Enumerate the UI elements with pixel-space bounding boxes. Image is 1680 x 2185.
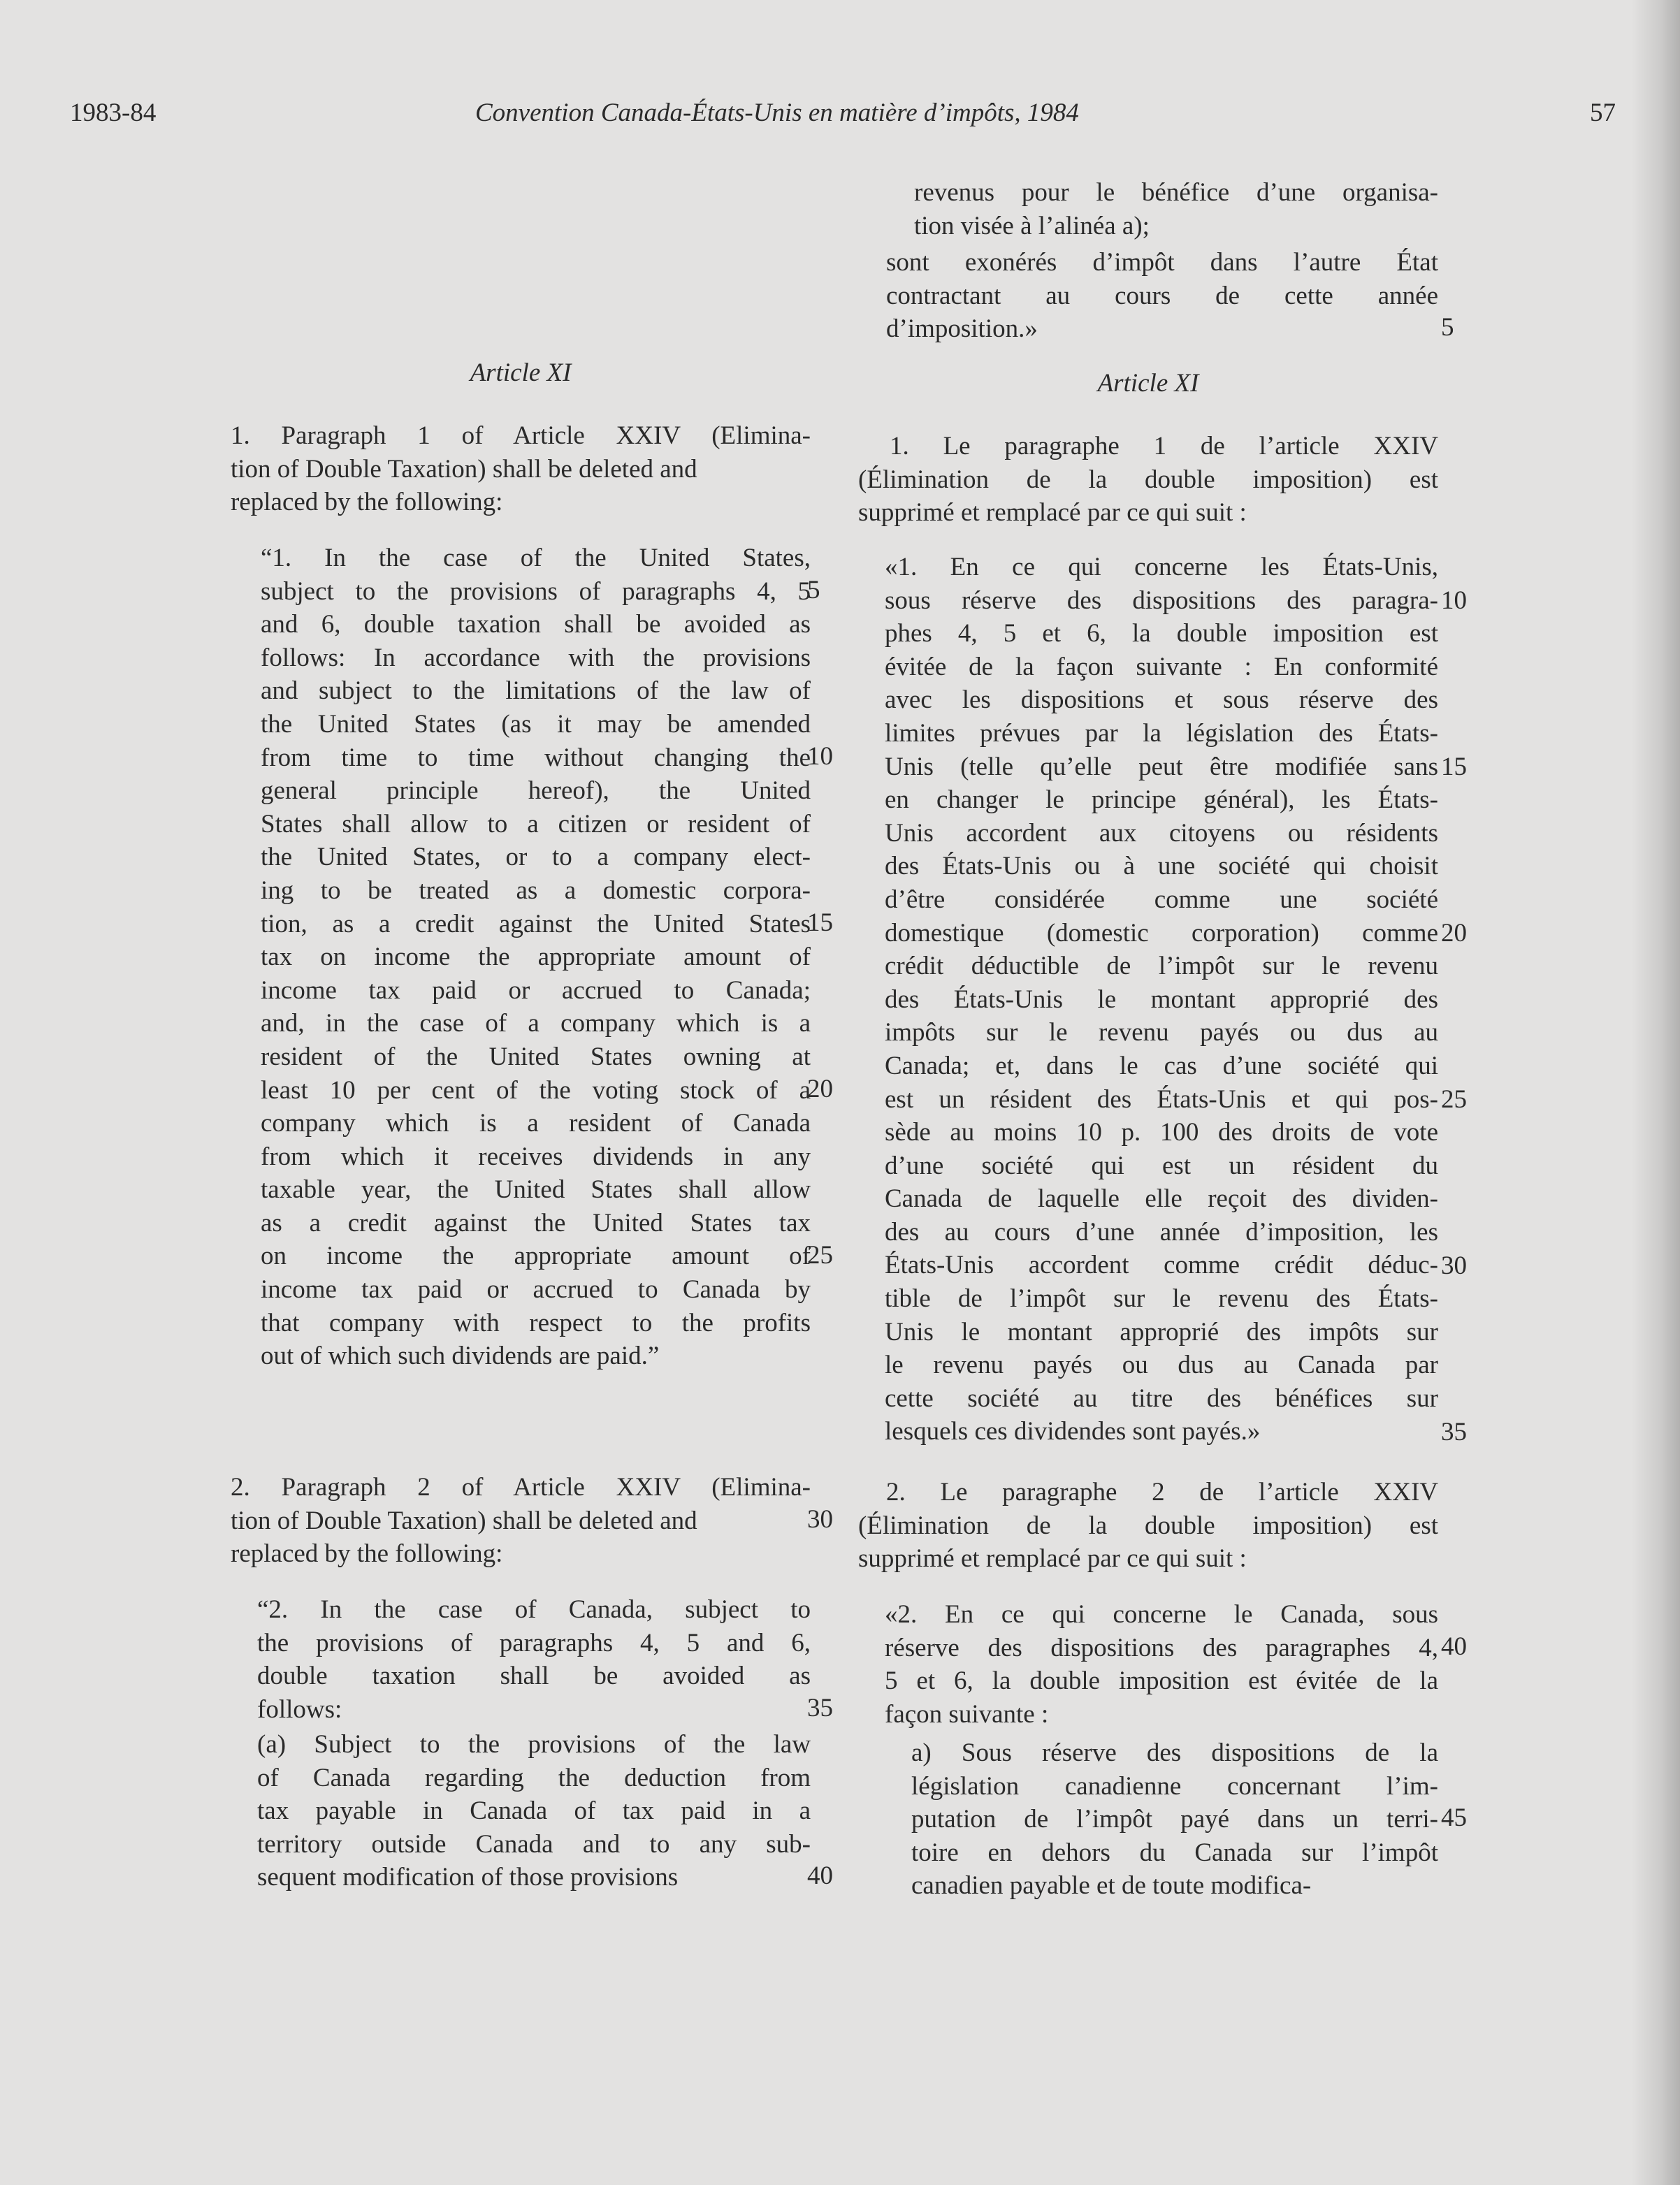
text-line: impôts sur le revenu payés ou dus au — [885, 1018, 1438, 1047]
en-paragraph-2-quote — [257, 1593, 811, 1726]
article-title-en: Article XI — [470, 358, 572, 387]
running-title: Convention Canada-États-Unis en matière d’impôts, 1984 — [475, 99, 1079, 127]
line-number: 25 — [807, 1241, 833, 1270]
text-line: 1. Paragraph 1 of Article XXIV (Elimina- — [231, 421, 811, 450]
text-line: tax payable in Canada of tax paid in a — [257, 1796, 811, 1826]
text-line: sont exonérés d’impôt dans l’autre État — [886, 248, 1438, 277]
text-line: 5 et 6, la double imposition est évitée de la — [885, 1667, 1438, 1696]
fr-paragraph-1-quote — [885, 551, 1438, 1449]
fr-continuation-b — [886, 246, 1438, 346]
text-line: replaced by the following: — [231, 488, 503, 517]
text-line: tion, as a credit against the United States — [261, 909, 811, 938]
fr-subparagraph-a — [911, 1736, 1438, 1903]
fr-paragraph-1-intro — [858, 430, 1438, 530]
text-line: sède au moins 10 p. 100 des droits de vote — [885, 1118, 1438, 1147]
text-line: States shall allow to a citizen or resident of — [261, 809, 811, 839]
fr-continuation-a — [914, 176, 1438, 242]
text-line: crédit déductible de l’impôt sur le revenu — [885, 952, 1438, 981]
text-line: des États-Unis ou à une société qui choisit — [885, 852, 1438, 881]
text-line: as a credit against the United States tax — [261, 1208, 811, 1237]
text-line: «1. En ce qui concerne les États-Unis, — [885, 553, 1438, 581]
text-line: cette société au titre des bénéfices sur — [885, 1384, 1438, 1413]
text-line: follows: — [257, 1694, 342, 1724]
text-line: (a) Subject to the provisions of the law — [257, 1730, 811, 1759]
text-line: domestique (domestic corporation) comme — [885, 918, 1438, 948]
text-line: États-Unis accordent comme crédit déduc- — [885, 1251, 1438, 1280]
text-line: and subject to the limitations of the law of — [261, 676, 811, 706]
text-line: tax on income the appropriate amount of — [261, 943, 811, 972]
text-line: 2. Paragraph 2 of Article XXIV (Elimina- — [231, 1473, 811, 1502]
text-line: Unis accordent aux citoyens ou résidents — [885, 818, 1438, 848]
text-line: from which it receives dividends in any — [261, 1142, 811, 1171]
text-line: Canada de laquelle elle reçoit des dividen- — [885, 1184, 1438, 1214]
text-line: est un résident des États-Unis et qui pos- — [885, 1084, 1438, 1114]
line-number: 45 — [1441, 1803, 1467, 1832]
text-line: (Élimination de la double imposition) est — [858, 465, 1438, 494]
text-line: company which is a resident of Canada — [261, 1109, 811, 1138]
volume-year: 1983-84 — [70, 99, 157, 127]
text-line: territory outside Canada and to any sub- — [257, 1829, 811, 1859]
line-number: 20 — [1441, 919, 1467, 948]
page-number: 57 — [1590, 99, 1616, 127]
text-line: Canada; et, dans le cas d’une société qui — [885, 1051, 1438, 1080]
text-line: a) Sous réserve des dispositions de la — [911, 1738, 1438, 1767]
text-line: follows: In accordance with the provisions — [261, 643, 811, 672]
text-line: d’une société qui est un résident du — [885, 1151, 1438, 1180]
text-line: canadien payable et de toute modifica- — [911, 1871, 1312, 1901]
line-number: 30 — [807, 1505, 833, 1534]
text-line: avec les dispositions et sous réserve des — [885, 685, 1438, 715]
line-number: 15 — [807, 908, 833, 937]
text-line: Unis (telle qu’elle peut être modifiée sans — [885, 752, 1438, 781]
line-number: 30 — [1441, 1251, 1467, 1280]
text-line: general principle hereof), the United — [261, 776, 811, 806]
text-line: «2. En ce qui concerne le Canada, sous — [885, 1600, 1438, 1629]
text-line: limites prévues par la législation des États- — [885, 718, 1438, 748]
text-line: évitée de la façon suivante : En conformité — [885, 652, 1438, 681]
text-line: income tax paid or accrued to Canada by — [261, 1275, 811, 1305]
en-subparagraph-a — [257, 1728, 811, 1894]
text-line: phes 4, 5 et 6, la double imposition est — [885, 619, 1438, 648]
text-line: sous réserve des dispositions des paragra- — [885, 586, 1438, 615]
text-line: income tax paid or accrued to Canada; — [261, 975, 811, 1005]
line-number: 40 — [1441, 1632, 1467, 1661]
line-number: 40 — [807, 1861, 833, 1890]
text-line: out of which such dividends are paid.” — [261, 1342, 660, 1371]
line-number: 5 — [807, 576, 820, 604]
text-line: des États-Unis le montant approprié des — [885, 985, 1438, 1014]
text-line: revenus pour le bénéfice d’une organisa- — [914, 178, 1438, 207]
text-line: supprimé et remplacé par ce qui suit : — [858, 498, 1247, 528]
text-line: and 6, double taxation shall be avoided as — [261, 610, 811, 639]
text-line: and, in the case of a company which is a — [261, 1009, 811, 1038]
en-paragraph-1-intro — [231, 419, 811, 519]
line-number: 35 — [807, 1694, 833, 1722]
text-line: putation de l’impôt payé dans un terri- — [911, 1805, 1438, 1834]
line-number: 20 — [807, 1075, 833, 1103]
text-line: (Élimination de la double imposition) est — [858, 1511, 1438, 1540]
text-line: resident of the United States owning at — [261, 1042, 811, 1071]
line-number: 10 — [1441, 586, 1467, 615]
text-line: 1. Le paragraphe 1 de l’article XXIV — [890, 432, 1438, 460]
text-line: réserve des dispositions des paragraphes 4, — [885, 1633, 1438, 1662]
fr-paragraph-2-intro — [858, 1476, 1438, 1576]
text-line: supprimé et remplacé par ce qui suit : — [858, 1544, 1247, 1574]
article-title-fr: Article XI — [1097, 369, 1199, 398]
text-line: subject to the provisions of paragraphs 4, 5 — [261, 576, 811, 606]
text-line: façon suivante : — [885, 1699, 1049, 1729]
text-line: toire en dehors du Canada sur l’impôt — [911, 1838, 1438, 1867]
text-line: le revenu payés ou dus au Canada par — [885, 1351, 1438, 1380]
text-line: that company with respect to the profits — [261, 1308, 811, 1337]
fr-paragraph-2-quote — [885, 1598, 1438, 1731]
en-paragraph-2-intro — [231, 1471, 811, 1571]
line-number: 5 — [1441, 313, 1454, 342]
text-line: tion of Double Taxation) shall be deleted and — [231, 1506, 697, 1535]
line-number: 25 — [1441, 1085, 1467, 1114]
line-number: 35 — [1441, 1418, 1467, 1446]
text-line: “1. In the case of the United States, — [261, 544, 811, 572]
text-line: d’imposition.» — [886, 314, 1038, 344]
text-line: tible de l’impôt sur le revenu des États- — [885, 1284, 1438, 1314]
text-line: taxable year, the United States shall allow — [261, 1175, 811, 1205]
line-number: 15 — [1441, 753, 1467, 781]
text-line: législation canadienne concernant l’im- — [911, 1771, 1438, 1801]
en-paragraph-1-quote — [261, 542, 811, 1373]
text-line: least 10 per cent of the voting stock of a — [261, 1075, 811, 1105]
text-line: on income the appropriate amount of — [261, 1242, 811, 1271]
text-line: “2. In the case of Canada, subject to — [257, 1595, 811, 1624]
text-line: 2. Le paragraphe 2 de l’article XXIV — [886, 1478, 1438, 1507]
text-line: of Canada regarding the deduction from — [257, 1763, 811, 1792]
text-line: from time to time without changing the — [261, 743, 811, 772]
text-line: contractant au cours de cette année — [886, 281, 1438, 310]
text-line: ing to be treated as a domestic corpora- — [261, 876, 811, 905]
text-line: Unis le montant approprié des impôts sur — [885, 1317, 1438, 1346]
text-line: des au cours d’une année d’imposition, les — [885, 1217, 1438, 1247]
page-edge-shadow — [1631, 0, 1680, 2185]
text-line: the United States (as it may be amended — [261, 709, 811, 739]
text-line: en changer le principe général), les États- — [885, 785, 1438, 815]
text-line: tion visée à l’alinéa a); — [914, 211, 1150, 240]
text-line: tion of Double Taxation) shall be deleted and — [231, 454, 697, 484]
text-line: double taxation shall be avoided as — [257, 1662, 811, 1691]
line-number: 10 — [807, 742, 833, 771]
text-line: sequent modification of those provisions — [257, 1863, 679, 1892]
text-line: replaced by the following: — [231, 1539, 503, 1569]
text-line: the provisions of paragraphs 4, 5 and 6, — [257, 1628, 811, 1657]
text-line: the United States, or to a company elect- — [261, 843, 811, 872]
text-line: d’être considérée comme une société — [885, 885, 1438, 914]
text-line: lesquels ces dividendes sont payés.» — [885, 1417, 1261, 1446]
